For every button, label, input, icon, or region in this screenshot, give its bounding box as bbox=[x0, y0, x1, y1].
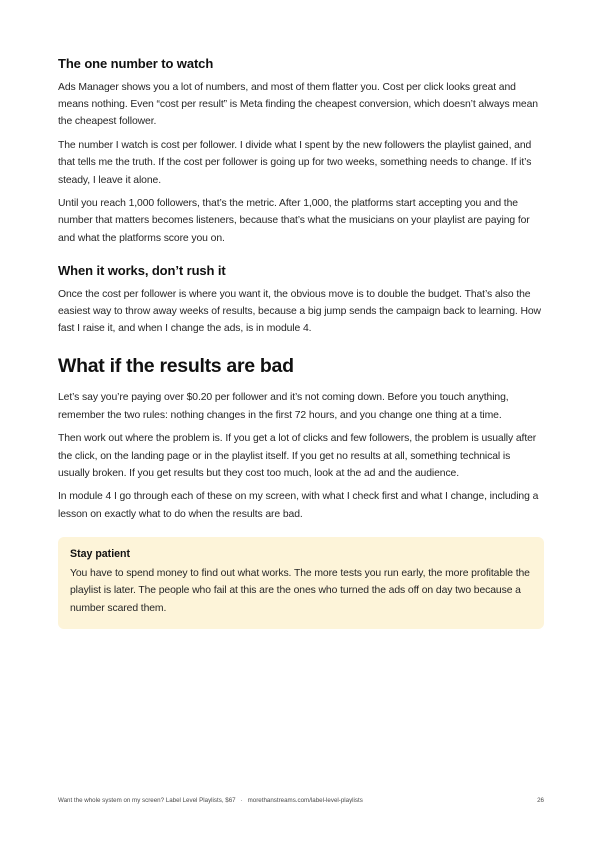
stay-patient-callout bbox=[58, 537, 544, 629]
paragraph: In module 4 I go through each of these on my screen, with what I check first and what I change, including a lesson on exactly what to do when the results are bad. bbox=[58, 491, 539, 520]
paragraph: Ads Manager shows you a lot of numbers, and most of them flatter you. Cost per click looks great and means nothing. Even “cost per result” is Meta finding the cheapest conversion, which doesn’t always mean the cheapest follower. bbox=[58, 82, 538, 128]
footer-url[interactable]: morethanstreams.com/label-level-playlists bbox=[247, 797, 363, 804]
paragraph: Once the cost per follower is where you want it, the obvious move is to double the budget. That’s also the easiest way to throw away weeks of results, because a big jump sends the campaign back to learning. How fast I raise it, and when I change the ads, is in module 4. bbox=[58, 288, 541, 335]
page-footer bbox=[58, 797, 544, 804]
paragraph: Until you reach 1,000 followers, that’s the metric. After 1,000, the platforms start accepting you and the number that matters becomes listeners, because that’s what the musicians on your playlist are paying for and what the platforms score you on. bbox=[58, 198, 530, 244]
page-number: 26 bbox=[537, 797, 544, 804]
page-content bbox=[58, 56, 544, 629]
footer-left bbox=[58, 797, 363, 804]
paragraph: The number I watch is cost per follower. I divide what I spent by the new followers the playlist gained, and that tells me the truth. If the cost per follower is going up for two weeks, something needs to change. If it’s steady, I leave it alone. bbox=[58, 140, 532, 186]
section-heading-dont-rush: When it works, don’t rush it bbox=[58, 262, 226, 278]
paragraph: Then work out where the problem is. If you get a lot of clicks and few followers, the problem is usually after the click, on the landing page or in the playlist itself. If you get no results at all, something technical is usually broken. If you get results but they cost too much, look at the ad and the audience. bbox=[58, 433, 537, 479]
footer-separator: · bbox=[240, 797, 243, 804]
footer-cta: Want the whole system on my screen? Label Level Playlists, $67 bbox=[58, 797, 236, 804]
callout-text: You have to spend money to find out what works. The more tests you run early, the more profitable the playlist is later. The people who fail at this are the ones who turned the ads off on day two because a number scared them. bbox=[70, 567, 530, 614]
callout-title: Stay patient bbox=[70, 547, 131, 560]
section-heading-one-number: The one number to watch bbox=[58, 56, 214, 71]
paragraph: Let’s say you’re paying over $0.20 per follower and it’s not coming down. Before you touch anything, remember the two rules: nothing changes in the first 72 hours, and you change one thing at a time. bbox=[58, 392, 509, 421]
section-heading-bad-results: What if the results are bad bbox=[58, 355, 294, 378]
